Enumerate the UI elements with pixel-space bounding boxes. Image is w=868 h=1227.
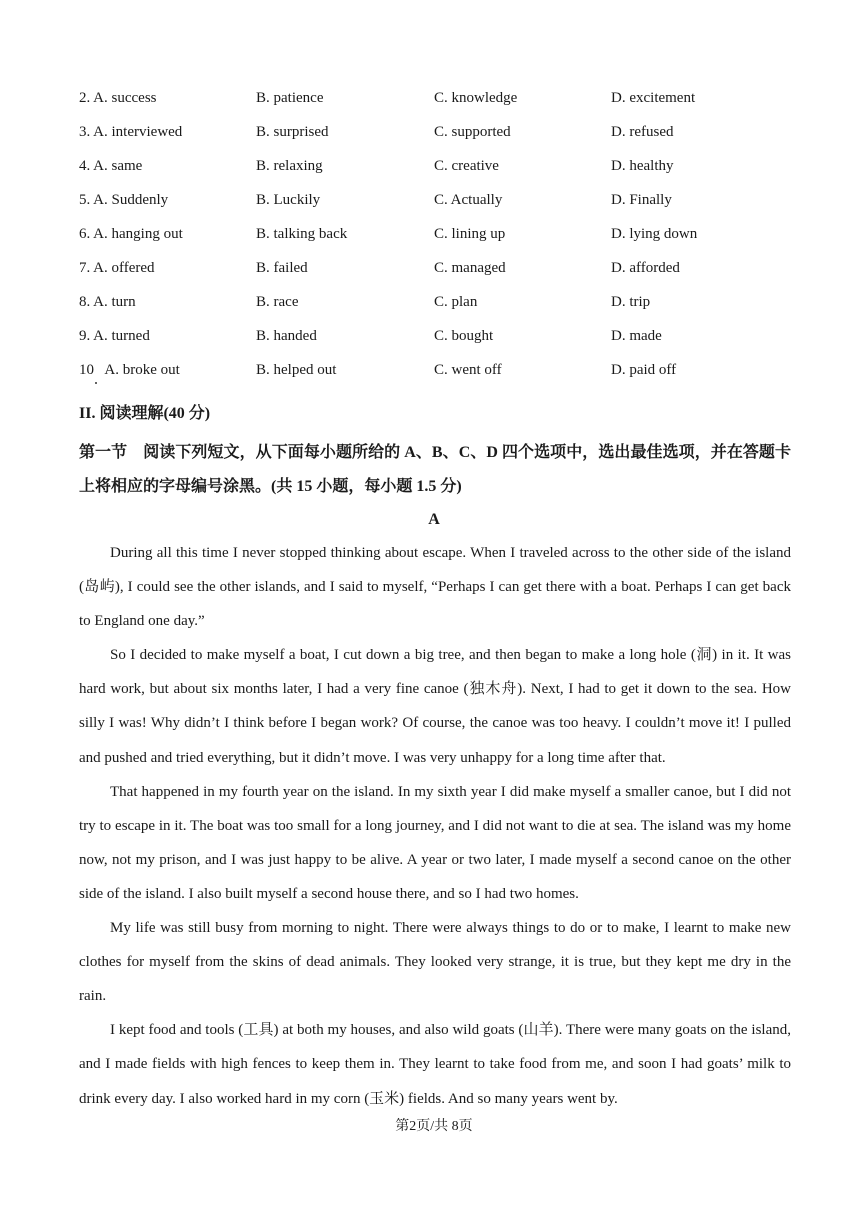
option-c: C. Actually: [434, 192, 503, 208]
section-instruction: 第一节 阅读下列短文，从下面每小题所给的 A、B、C、D 四个选项中，选出最佳选项，并在答题卡上将相应的字母编号涂黑。(共 15 小题，每小题 1.5 分): [79, 444, 791, 495]
option-c: C. bought: [434, 328, 494, 344]
option-d: D. trip: [611, 294, 651, 310]
option-c: C. knowledge: [434, 90, 518, 106]
option-b: B. relaxing: [256, 158, 323, 174]
page-footer: 第2页/共 8页: [395, 1119, 473, 1134]
option-a: 7. A. offered: [79, 260, 155, 276]
option-row-q9: [79, 325, 799, 347]
option-a: 6. A. hanging out: [79, 226, 183, 242]
passage-paragraph: During all this time I never stopped thinking about escape. When I traveled across to the other side of the island (岛屿), I could see the other islands, and I said to myself, “Perhaps I can get there with a boat. Perhaps I can get back to England one day.”: [79, 545, 791, 630]
option-a: 10 A. broke out: [79, 362, 180, 378]
option-b: B. talking back: [256, 226, 348, 242]
option-row-q6: [79, 223, 799, 245]
passage-body: [79, 536, 791, 1116]
option-c: C. creative: [434, 158, 499, 174]
passage-paragraph: I kept food and tools (工具) at both my houses, and also wild goats (山羊). There were many goats on the island, and I made fields with high fences to keep them in. They learnt to take food from me, and soon I had goats’ milk to drink every day. I also worked hard in my corn (玉米) fields. And so many years went by.: [79, 1022, 791, 1107]
option-b: B. handed: [256, 328, 317, 344]
option-d: D. refused: [611, 124, 674, 140]
option-d: D. afforded: [611, 260, 680, 276]
option-a: 2. A. success: [79, 90, 157, 106]
option-c: C. lining up: [434, 226, 506, 242]
option-row-q7: [79, 257, 799, 279]
option-a: 8. A. turn: [79, 294, 136, 310]
option-row-q3: [79, 121, 799, 143]
option-row-q2: [79, 87, 799, 109]
passage-paragraph: That happened in my fourth year on the island. In my sixth year I did make myself a smaller canoe, but I did not try to escape in it. The boat was too small for a long journey, and I did not want to die at sea. The island was my home now, not my prison, and I was just happy to be alive. A year or two later, I made myself a second canoe on the other side of the island. I also built myself a second house there, and so I had two homes.: [79, 783, 791, 902]
option-row-q5: [79, 189, 799, 211]
option-d: D. paid off: [611, 362, 677, 378]
option-a: 4. A. same: [79, 158, 143, 174]
option-row-q8: [79, 291, 799, 313]
section-heading: II. 阅读理解(40 分): [79, 405, 211, 422]
option-b: B. Luckily: [256, 192, 321, 208]
option-d: D. Finally: [611, 192, 672, 208]
option-c: C. went off: [434, 362, 502, 378]
option-c: C. managed: [434, 260, 506, 276]
option-d: D. lying down: [611, 226, 698, 242]
option-c: C. supported: [434, 124, 511, 140]
option-b: B. helped out: [256, 362, 337, 378]
option-a: 3. A. interviewed: [79, 124, 183, 140]
option-row-q4: [79, 155, 799, 177]
passage-paragraph: My life was still busy from morning to night. There were always things to do or to make, I learnt to make new clothes for myself from the skins of dead animals. They looked very strange, it is true, but they kept me dry in the rain.: [79, 920, 791, 1005]
passage-paragraph: So I decided to make myself a boat, I cut down a big tree, and then began to make a long hole (洞) in it. It was hard work, but about six months later, I had a very fine canoe (独木舟). Next, I had to get it down to the sea. How silly I was! Why didn’t I think before I began work? Of course, the canoe was too heavy. I couldn’t move it! I pulled and pushed and tried everything, but it didn’t move. I was very unhappy for a long time after that.: [79, 647, 791, 766]
option-row-q10: [79, 359, 799, 381]
option-c: C. plan: [434, 294, 478, 310]
option-b: B. race: [256, 294, 299, 310]
option-d: D. made: [611, 328, 662, 344]
option-d: D. healthy: [611, 158, 674, 174]
stray-dot-mark: [95, 382, 97, 384]
option-b: B. surprised: [256, 124, 329, 140]
option-b: B. failed: [256, 260, 308, 276]
option-a: 9. A. turned: [79, 328, 150, 344]
passage-title: A: [428, 511, 440, 528]
option-d: D. excitement: [611, 90, 696, 106]
option-a: 5. A. Suddenly: [79, 192, 169, 208]
option-b: B. patience: [256, 90, 324, 106]
